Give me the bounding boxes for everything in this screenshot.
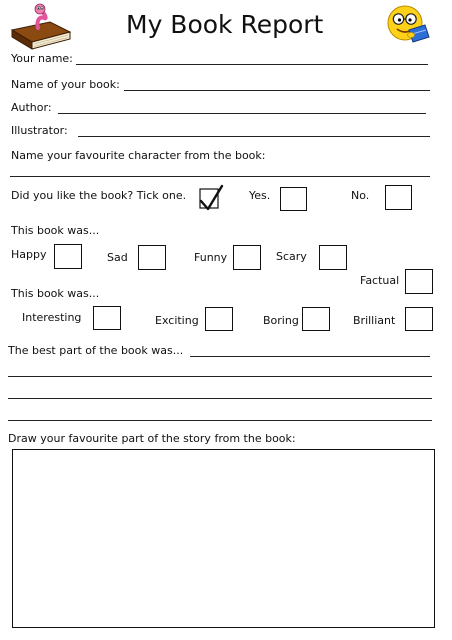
illustrator-line[interactable]: [78, 136, 430, 137]
best-part-line-1[interactable]: [190, 356, 430, 357]
exciting-label: Exciting: [155, 314, 199, 327]
best-part-line-4[interactable]: [8, 420, 432, 421]
smiley-reading-icon: [384, 4, 432, 46]
drawing-area[interactable]: [12, 449, 435, 628]
favourite-character-line[interactable]: [10, 176, 430, 177]
your-name-line[interactable]: [76, 64, 428, 65]
author-line[interactable]: [58, 113, 426, 114]
illustrator-label: Illustrator:: [11, 124, 68, 137]
your-name-label: Your name:: [11, 52, 73, 65]
favourite-character-label: Name your favourite character from the book:: [11, 149, 266, 162]
no-checkbox[interactable]: [385, 185, 412, 210]
brilliant-checkbox[interactable]: [405, 307, 433, 331]
draw-prompt-label: Draw your favourite part of the story from the book:: [8, 432, 296, 445]
best-part-line-2[interactable]: [8, 376, 432, 377]
funny-label: Funny: [194, 251, 228, 264]
book-name-line[interactable]: [124, 90, 430, 91]
factual-checkbox[interactable]: [405, 269, 433, 294]
like-question-label: Did you like the book? Tick one.: [11, 189, 187, 202]
yes-checkbox[interactable]: [280, 187, 307, 211]
funny-checkbox[interactable]: [233, 245, 261, 270]
brilliant-label: Brilliant: [353, 314, 396, 327]
interesting-checkbox[interactable]: [93, 306, 121, 330]
book-name-label: Name of your book:: [11, 78, 120, 91]
happy-checkbox[interactable]: [54, 244, 82, 269]
interesting-label: Interesting: [22, 311, 82, 324]
exciting-checkbox[interactable]: [205, 307, 233, 331]
boring-label: Boring: [263, 314, 299, 327]
author-label: Author:: [11, 101, 52, 114]
factual-label: Factual: [360, 274, 400, 287]
page-title: My Book Report: [126, 10, 324, 39]
no-label: No.: [351, 189, 370, 202]
yes-label: Yes.: [249, 189, 271, 202]
best-part-label: The best part of the book was...: [8, 344, 184, 357]
happy-label: Happy: [11, 248, 47, 261]
tick-mark-icon: [198, 184, 224, 212]
sad-checkbox[interactable]: [138, 245, 166, 270]
book-worm-icon: [4, 2, 74, 52]
scary-label: Scary: [276, 250, 307, 263]
best-part-line-3[interactable]: [8, 398, 432, 399]
quality-heading: This book was...: [11, 287, 100, 300]
mood-heading: This book was...: [11, 224, 100, 237]
sad-label: Sad: [107, 251, 128, 264]
boring-checkbox[interactable]: [302, 307, 330, 331]
scary-checkbox[interactable]: [319, 245, 347, 270]
